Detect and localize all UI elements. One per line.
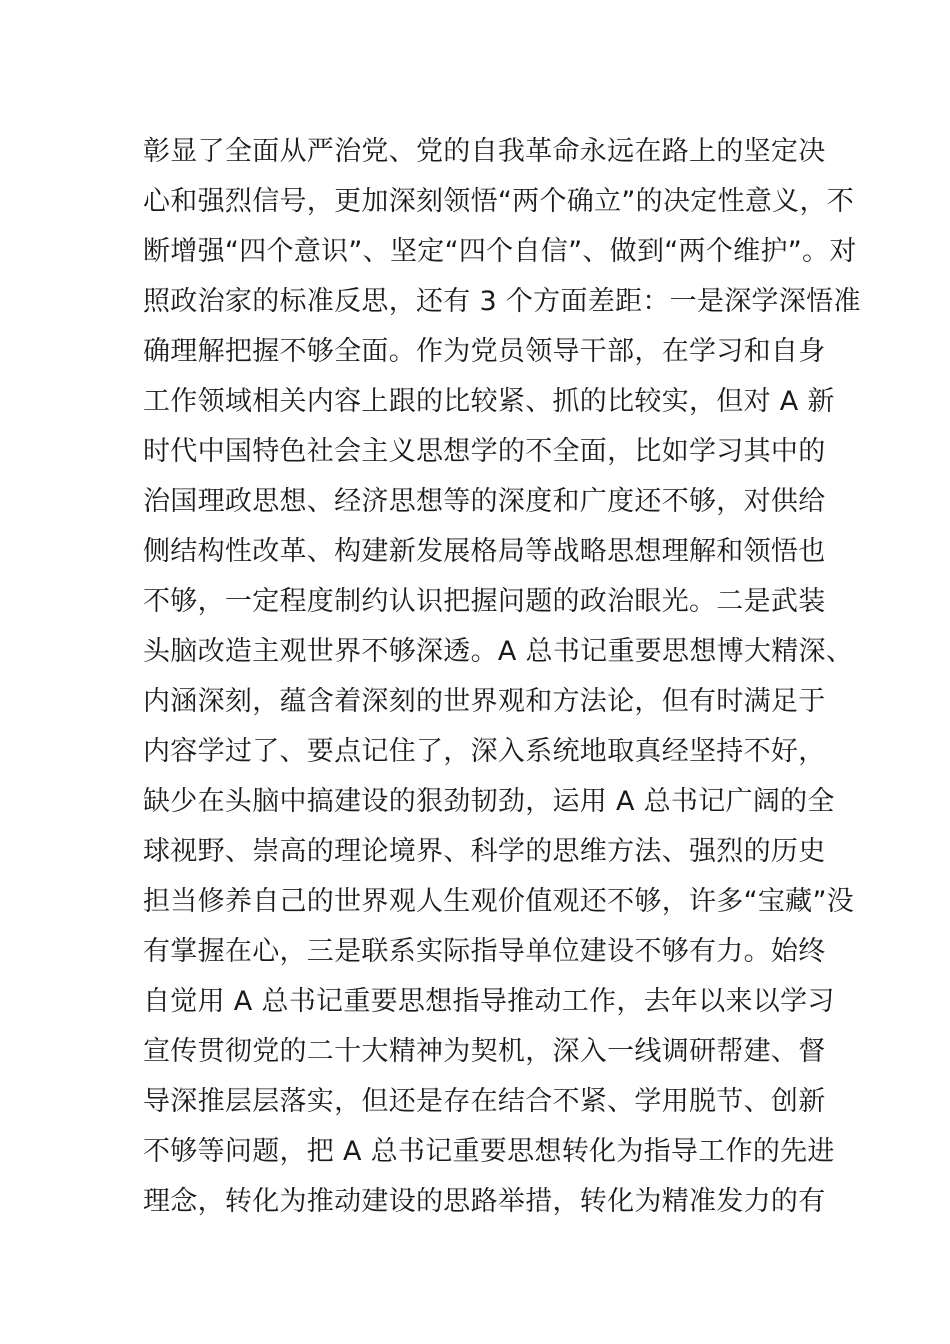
text-line: 内涵深刻，蕴含着深刻的世界观和方法论，但有时满足于	[143, 686, 826, 717]
text-line: 彰显了全面从严治党、党的自我革命永远在路上的坚定决	[143, 136, 826, 167]
text-line: 有掌握在心，三是联系实际指导单位建设不够有力。始终	[143, 936, 826, 967]
text-line: 断增强“四个意识”、坚定“四个自信”、做到“两个维护”。对	[143, 236, 857, 267]
text-line: 不够等问题，把 A 总书记重要思想转化为指导工作的先进	[143, 1136, 835, 1167]
text-line: 照政治家的标准反思，还有 3 个方面差距：一是深学深悟准	[143, 286, 861, 317]
text-line: 自觉用 A 总书记重要思想指导推动工作，去年以来以学习	[143, 986, 835, 1017]
text-line: 头脑改造主观世界不够深透。A 总书记重要思想博大精深、	[143, 636, 854, 667]
body-paragraph	[143, 127, 861, 1227]
text-line: 球视野、崇高的理论境界、科学的思维方法、强烈的历史	[143, 836, 826, 867]
text-line: 宣传贯彻党的二十大精神为契机，深入一线调研帮建、督	[143, 1036, 826, 1067]
text-line: 内容学过了、要点记住了，深入系统地取真经坚持不好，	[143, 736, 826, 767]
text-line: 导深推层层落实，但还是存在结合不紧、学用脱节、创新	[143, 1086, 826, 1117]
text-line: 缺少在头脑中搞建设的狠劲韧劲，运用 A 总书记广阔的全	[143, 786, 835, 817]
text-line: 担当修养自己的世界观人生观价值观还不够，许多“宝藏”没	[143, 886, 855, 917]
text-line: 心和强烈信号，更加深刻领悟“两个确立”的决定性意义，不	[143, 186, 855, 217]
text-line: 侧结构性改革、构建新发展格局等战略思想理解和领悟也	[143, 536, 826, 567]
text-line: 时代中国特色社会主义思想学的不全面，比如学习其中的	[143, 436, 826, 467]
text-line: 确理解把握不够全面。作为党员领导干部，在学习和自身	[143, 336, 826, 367]
text-line: 不够，一定程度制约认识把握问题的政治眼光。二是武装	[143, 586, 826, 617]
text-line: 治国理政思想、经济思想等的深度和广度还不够，对供给	[143, 486, 826, 517]
text-line: 理念，转化为推动建设的思路举措，转化为精准发力的有	[143, 1186, 826, 1217]
text-line: 工作领域相关内容上跟的比较紧、抓的比较实，但对 A 新	[143, 386, 835, 417]
